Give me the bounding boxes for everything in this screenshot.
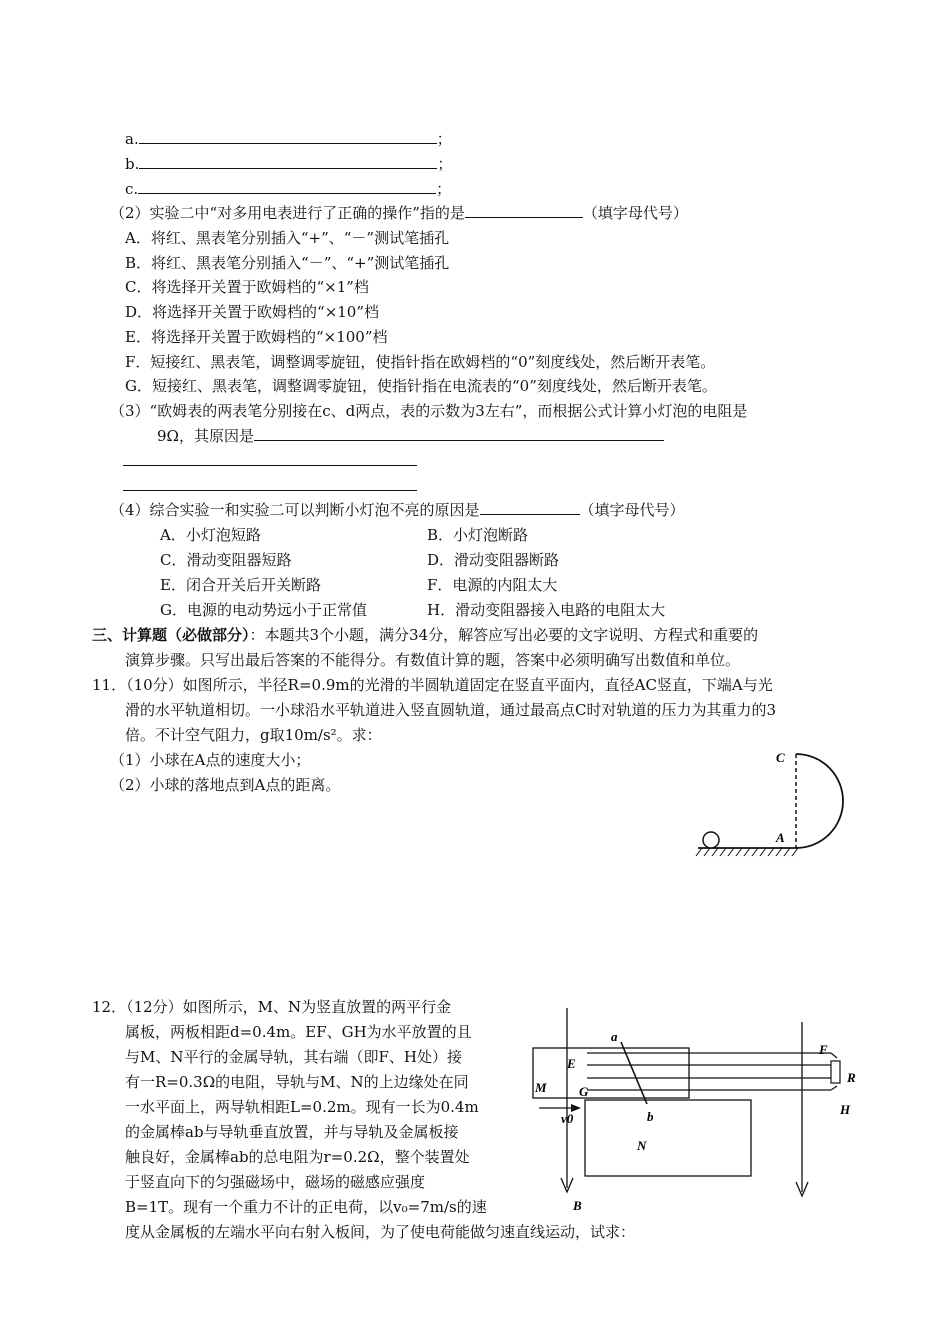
q2-option-f: F．短接红、黑表笔，调整调零旋钮，使指针指在欧姆档的“0”刻度线处，然后断开表笔。 bbox=[125, 353, 716, 371]
q2-option-d: D．将选择开关置于欧姆档的“×10”档 bbox=[125, 303, 380, 321]
q2-tail: （填字母代号） bbox=[582, 204, 688, 222]
label-r: R bbox=[847, 1070, 856, 1085]
label-b-field: B bbox=[573, 1198, 582, 1213]
resistor-lead-bottom bbox=[831, 1086, 837, 1090]
label-e: E bbox=[567, 1056, 576, 1071]
resistor-icon bbox=[831, 1061, 840, 1083]
q11-line1: 11．（10分）如图所示，半径R=0.9m的光滑的半圆轨道固定在竖直平面内，直径AC竖直，下端A与光 bbox=[92, 676, 773, 694]
answer-blank-c[interactable] bbox=[138, 179, 436, 194]
q12-line5: 一水平面上，两导轨相距L=0.2m。现有一长为0.4m bbox=[125, 1098, 479, 1116]
label-f: F bbox=[819, 1042, 828, 1057]
q4-option-h: H．滑动变阻器接入电路的电阻太大 bbox=[427, 601, 666, 619]
q2-stem bbox=[110, 203, 688, 223]
q2-option-a: A．将红、黑表笔分别插入“+”、“－”测试笔插孔 bbox=[125, 229, 450, 247]
q12-line8: 于竖直向下的匀强磁场中，磁场的磁感应强度 bbox=[125, 1173, 426, 1191]
section3-intro: ：本题共3个小题，满分34分，解答应写出必要的文字说明、方程式和重要的 bbox=[249, 626, 759, 644]
label-g: G bbox=[579, 1084, 589, 1099]
q11-part2: （2）小球的落地点到A点的距离。 bbox=[110, 776, 341, 794]
answer-blank-b[interactable] bbox=[139, 154, 437, 169]
blank-label-c: c. bbox=[125, 180, 139, 198]
section3-heading: 三、计算题（必做部分） bbox=[92, 626, 250, 644]
label-h: H bbox=[840, 1102, 851, 1117]
q12-line10: 度从金属板的左端水平向右射入板间，为了使电荷能做匀速直线运动，试求： bbox=[125, 1223, 636, 1241]
blank-line-b bbox=[125, 154, 452, 174]
q2-option-c: C．将选择开关置于欧姆档的“×1”档 bbox=[125, 278, 369, 296]
label-n: N bbox=[637, 1138, 647, 1153]
blank-line-c bbox=[125, 179, 451, 199]
label-m: M bbox=[535, 1080, 547, 1095]
answer-blank-a[interactable] bbox=[139, 129, 437, 144]
ground-hatching bbox=[696, 848, 798, 856]
q12-line1: 12．（12分）如图所示，M、N为竖直放置的两平行金 bbox=[92, 998, 452, 1016]
label-v0: v0 bbox=[561, 1111, 574, 1126]
label-b: b bbox=[647, 1109, 654, 1124]
rod-ab bbox=[621, 1042, 647, 1104]
q4-tail: （填字母代号） bbox=[579, 501, 685, 519]
q12-line7: 触良好，金属棒ab的总电阻为r=0.2Ω，整个装置处 bbox=[125, 1148, 470, 1166]
q11-line2: 滑的水平轨道相切。一小球沿水平轨道进入竖直圆轨道，通过最高点C时对轨道的压力为其重力的3 bbox=[125, 701, 777, 719]
blank-line-a bbox=[125, 129, 452, 149]
q3-answer-blank-3[interactable] bbox=[123, 490, 417, 491]
q3-line1: （3）“欧姆表的两表笔分别接在c、d两点，表的示数为3左右”，而根据公式计算小灯泡的电阻是 bbox=[110, 402, 748, 420]
q4-stem bbox=[110, 500, 685, 520]
section3-line2: 演算步骤。只写出最后答案的不能得分。有数值计算的题，答案中必须明确写出数值和单位。 bbox=[125, 651, 741, 669]
q12-line9: B=1T。现有一个重力不计的正电荷，以v₀=7m/s的速 bbox=[125, 1198, 487, 1216]
q2-option-g: G．短接红、黑表笔，调整调零旋钮，使指针指在电流表的“0”刻度线处，然后断开表笔。 bbox=[125, 377, 717, 395]
q12-line3: 与M、N平行的金属导轨，其右端（即F、H处）接 bbox=[125, 1048, 462, 1066]
blank-end-a: ； bbox=[436, 130, 452, 148]
q4-option-f: F．电源的内阻太大 bbox=[427, 576, 558, 594]
q3-line2 bbox=[157, 426, 664, 446]
q2-option-e: E．将选择开关置于欧姆档的“×100”档 bbox=[125, 328, 388, 346]
q12-line4: 有一R=0.3Ω的电阻，导轨与M、N的上边缘处在同 bbox=[125, 1073, 469, 1091]
q11-semicircle-figure bbox=[690, 740, 870, 870]
label-c: C bbox=[776, 750, 785, 765]
q2-option-b: B．将红、黑表笔分别插入“－”、“+”测试笔插孔 bbox=[125, 254, 450, 272]
q11-part1: （1）小球在A点的速度大小； bbox=[110, 751, 311, 769]
q3-answer-blank-2[interactable] bbox=[123, 465, 417, 466]
q12-line6: 的金属棒ab与导轨垂直放置，并与导轨及金属板接 bbox=[125, 1123, 459, 1141]
q4-option-e: E．闭合开关后开关断路 bbox=[160, 576, 321, 594]
blank-end-b: ； bbox=[437, 155, 453, 173]
q3-line2-text: 9Ω，其原因是 bbox=[157, 427, 254, 445]
q2-answer-blank[interactable] bbox=[465, 203, 583, 218]
label-a: a bbox=[611, 1029, 618, 1044]
q2-stem-text: （2）实验二中“对多用电表进行了正确的操作”指的是 bbox=[110, 204, 465, 222]
section3-line1 bbox=[92, 625, 758, 645]
q4-stem-text: （4）综合实验一和实验二可以判断小灯泡不亮的原因是 bbox=[110, 501, 480, 519]
blank-end-c: ； bbox=[436, 180, 452, 198]
q11-line3: 倍。不计空气阻力，g取10m/s²。求： bbox=[125, 726, 382, 744]
plate-n bbox=[585, 1100, 751, 1176]
q12-circuit-figure bbox=[525, 998, 870, 1218]
q3-answer-blank-1[interactable] bbox=[254, 426, 664, 441]
q4-option-c: C．滑动变阻器短路 bbox=[160, 551, 292, 569]
q4-option-a: A．小灯泡短路 bbox=[160, 526, 261, 544]
resistor-lead-top bbox=[831, 1053, 837, 1058]
label-a: A bbox=[776, 830, 785, 845]
semicircle-track bbox=[796, 754, 843, 848]
ball-icon bbox=[703, 832, 719, 848]
q4-option-g: G．电源的电动势远小于正常值 bbox=[160, 601, 367, 619]
blank-label-a: a. bbox=[125, 130, 139, 148]
q12-line2: 属板，两板相距d=0.4m。EF、GH为水平放置的且 bbox=[125, 1023, 472, 1041]
q4-option-b: B．小灯泡断路 bbox=[427, 526, 529, 544]
blank-label-b: b. bbox=[125, 155, 140, 173]
q4-option-d: D．滑动变阻器断路 bbox=[427, 551, 560, 569]
q4-answer-blank[interactable] bbox=[480, 500, 580, 515]
